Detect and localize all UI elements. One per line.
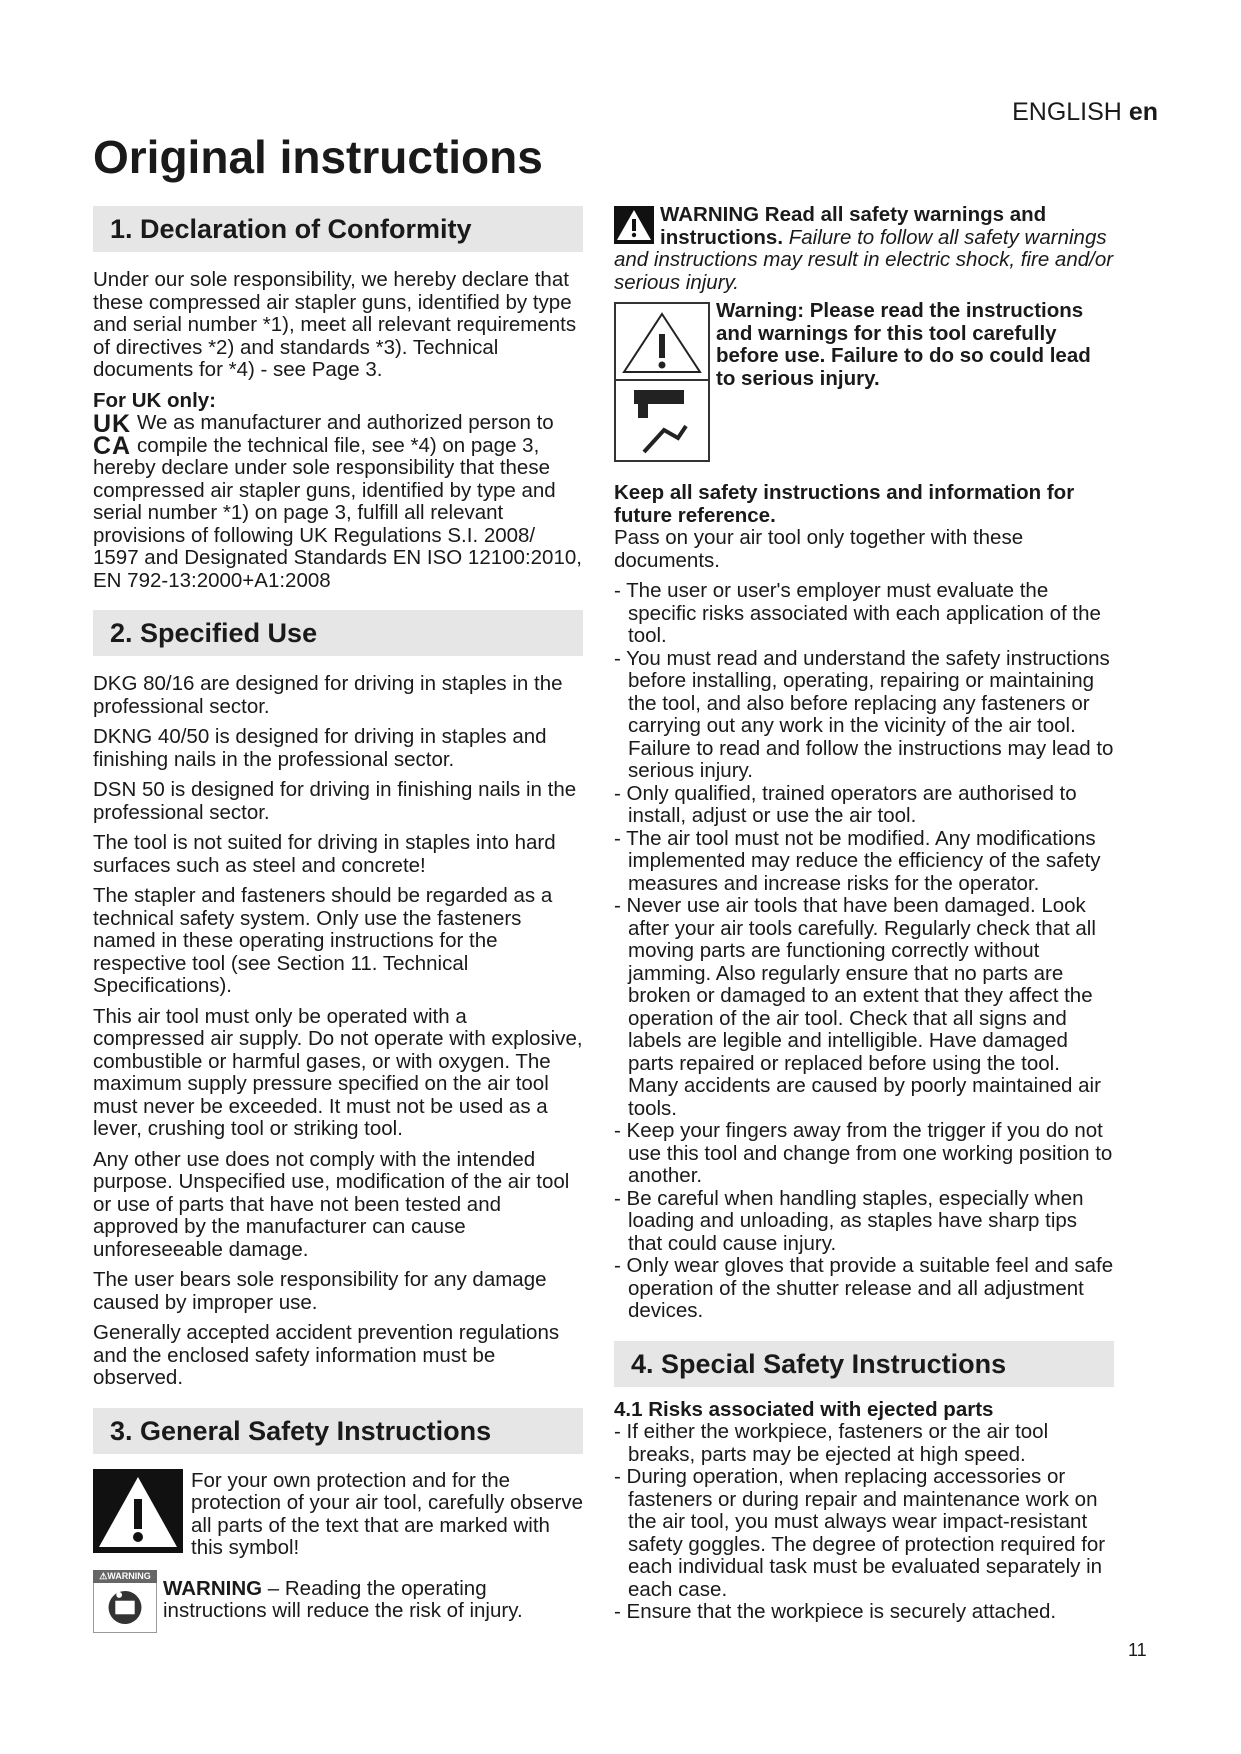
use-paragraph: The stapler and fasteners should be regarded as a technical safety system. Only use the fasteners named in these operating instructions for the respective tool (see Section 11. Technical Specifications). xyxy=(93,884,553,997)
general-safety-list xyxy=(614,580,1114,1323)
page-number: 11 xyxy=(1128,1640,1147,1660)
safety-symbol-block xyxy=(93,1469,583,1560)
use-paragraph: DKG 80/16 are designed for driving in staples in the professional sector. xyxy=(93,672,563,718)
list-item: - The user or user's employer must evaluate the specific risks associated with each application of the tool. xyxy=(614,579,1101,647)
list-item: - Never use air tools that have been damaged. Look after your air tools carefully. Regularly check that all moving parts are functioning correctly without jamming. Also regularly ensure that no parts are broken or damaged to an extent that they affect the operation of the air tool. Check that all signs and labels are legible and intelligible. Have damaged parts repaired or replaced before using the tool. Many accidents are caused by poorly maintained air tools. xyxy=(614,894,1101,1120)
read-manual-icon xyxy=(93,1570,159,1640)
read-warning-block xyxy=(614,204,1114,294)
warning-bold: WARNING Read all safety warnings and instructions. xyxy=(660,203,1047,249)
ejected-parts-list xyxy=(614,1421,1114,1624)
tool-label-text: Warning: Please read the instructions and warnings for this tool carefully before use. Failure to do so could lead to serious injury. xyxy=(716,299,1091,390)
uk-heading: For UK only: xyxy=(93,388,216,412)
section1-heading: 1. Declaration of Conformity xyxy=(93,206,583,252)
symbol-text: For your own protection and for the protection of your air tool, carefully observe all parts of the text that are marked with this symbol! xyxy=(191,1468,583,1559)
list-item: - You must read and understand the safety instructions before installing, operating, repairing or maintaining the tool, and also before replacing any fasteners or carrying out any work in the vicinity of the air tool. Failure to read and follow the instructions may lead to serious injury. xyxy=(614,646,1114,782)
use-paragraph: Any other use does not comply with the intended purpose. Unspecified use, modification of the air tool or use of parts that have not been tested and approved by the manufacturer can cause unforeseeable damage. xyxy=(93,1147,570,1261)
warning-label: WARNING xyxy=(163,1576,263,1600)
section3-heading: 3. General Safety Instructions xyxy=(93,1408,583,1454)
warning-badge: ⚠WARNING xyxy=(93,1570,157,1583)
language-label: ENGLISH en xyxy=(1012,98,1158,126)
list-item: - Ensure that the workpiece is securely attached. xyxy=(614,1600,1057,1623)
list-item: - The air tool must not be modified. Any modifications implemented may reduce the efficiency of the safety measures and increase risks for the operator. xyxy=(614,826,1101,895)
ukca-mark-icon: UK CA xyxy=(93,410,132,460)
page-title: Original instructions xyxy=(93,131,543,183)
uk-declaration xyxy=(93,412,583,592)
left-column xyxy=(93,206,583,1640)
list-item: - Keep your fingers away from the trigger if you do not use this tool and change from one working position to another. xyxy=(614,1119,1113,1187)
warning-text: – Reading the operating instructions will reduce the risk of injury. xyxy=(163,1576,523,1622)
tool-label-icon xyxy=(614,302,710,462)
use-paragraph: DKNG 40/50 is designed for driving in staples and finishing nails in the professional sector. xyxy=(93,725,547,771)
warning-triangle-icon xyxy=(614,206,654,244)
section2-heading: 2. Specified Use xyxy=(93,610,583,656)
use-paragraph: This air tool must only be operated with a compressed air supply. Do not operate with explosive, combustible or harmful gases, or with oxygen. The maximum supply pressure specified on the air tool must never be exceeded. It must not be used as a lever, crushing tool or striking tool. xyxy=(93,1004,583,1140)
list-item: - Only qualified, trained operators are authorised to install, adjust or use the air tool. xyxy=(614,781,1077,827)
read-warning-text xyxy=(614,204,1114,294)
list-item: - If either the workpiece, fasteners or the air tool breaks, parts may be ejected at high speed. xyxy=(614,1420,1049,1466)
use-paragraph: The user bears sole responsibility for any damage caused by improper use. xyxy=(93,1268,547,1314)
tool-label-block xyxy=(614,299,1114,462)
use-paragraph: Generally accepted accident prevention regulations and the enclosed safety information must be observed. xyxy=(93,1321,560,1389)
warning-triangle-icon xyxy=(93,1469,183,1553)
keep-text: Pass on your air tool only together with these documents. xyxy=(614,526,1024,572)
section1-intro: Under our sole responsibility, we hereby declare that these compressed air stapler guns, identified by type and serial number *1), meet all relevant requirements of directives *2) and standards *3). Technical documents for *4) - see Page 3. xyxy=(93,268,577,381)
use-paragraph: DSN 50 is designed for driving in finishing nails in the professional sector. xyxy=(93,778,577,824)
manual-icon xyxy=(93,1583,157,1633)
ejected-parts-heading: 4.1 Risks associated with ejected parts xyxy=(614,1397,994,1421)
warning-read-block xyxy=(93,1570,583,1640)
keep-heading: Keep all safety instructions and information for future reference. xyxy=(614,481,1075,527)
right-column xyxy=(614,204,1114,1624)
list-item: - Be careful when handling staples, especially when loading and unloading, as staples have sharp tips that could cause injury. xyxy=(614,1186,1084,1255)
warning-read-text xyxy=(163,1578,583,1623)
use-paragraph: The tool is not suited for driving in staples into hard surfaces such as steel and concrete! xyxy=(93,831,556,877)
warning-italic: Failure to follow all safety warnings and instructions may result in electric shock, fire and/or serious injury. xyxy=(614,225,1114,294)
uk-text: We as manufacturer and authorized person to compile the technical file, see *4) on page 3, hereby declare under sole responsibility that these compressed air stapler guns, identified by type and serial number *1) on page 3, fulfill all relevant provisions of following UK Regulations S.I. 2008/ 1597 and Designated Standards EN ISO 12100:2010, EN 792-13:2000+A1:2008 xyxy=(93,411,582,592)
list-item: - During operation, when replacing accessories or fasteners or during repair and maintenance work on the air tool, you must always wear impact-resistant safety goggles. The degree of protection required for each individual task must be evaluated separately in each case. xyxy=(614,1465,1106,1601)
section4-heading: 4. Special Safety Instructions xyxy=(614,1341,1114,1387)
list-item: - Only wear gloves that provide a suitable feel and safe operation of the shutter release and all adjustment devices. xyxy=(614,1254,1114,1322)
